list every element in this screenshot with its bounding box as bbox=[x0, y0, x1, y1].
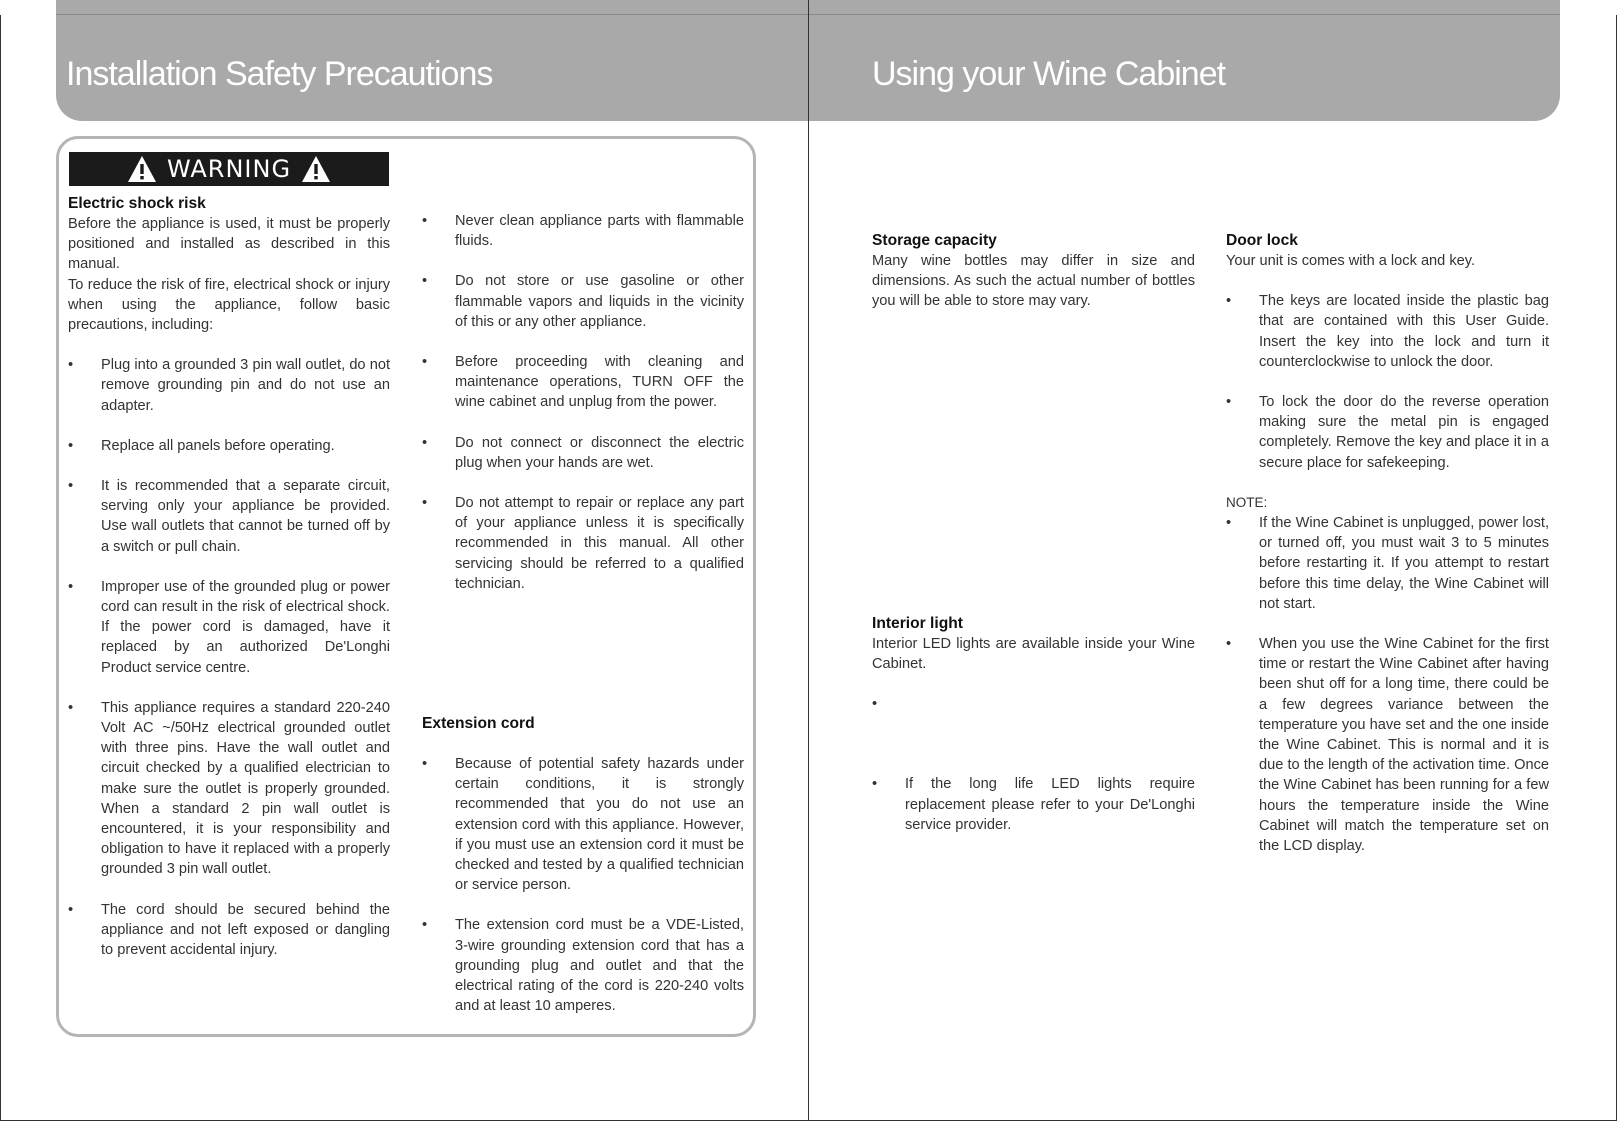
note-label: NOTE: bbox=[1226, 494, 1268, 510]
interior-light-text: Interior LED lights are available inside your Wine Cabinet. bbox=[872, 636, 1195, 673]
interior-light-section bbox=[872, 614, 1195, 835]
list-item: • Do not attempt to repair or replace any part of your appliance unless it is specifically recommended in this manual. All other servicing should be referred to a qualified technician. bbox=[422, 495, 744, 592]
bullet-icon: • bbox=[1226, 293, 1232, 310]
electric-shock-heading: Electric shock risk bbox=[68, 195, 206, 212]
bullet-icon: • bbox=[68, 357, 74, 374]
bullet-list bbox=[422, 211, 744, 594]
list-item: • Before proceeding with cleaning and maintenance operations, TURN OFF the wine cabinet and unplug from the power. bbox=[422, 354, 744, 411]
bullet-icon: • bbox=[422, 354, 428, 371]
bullet-icon: • bbox=[68, 578, 74, 595]
page-spine bbox=[808, 0, 809, 1121]
list-item: • It is recommended that a separate circuit, serving only your appliance be provided. Use wall outlets that cannot be turned off by a switch or pull chain. bbox=[68, 478, 390, 555]
list-item: • If the Wine Cabinet is unplugged, power lost, or turned off, you must wait 3 to 5 minutes before restarting it. If you attempt to restart before this time delay, the Wine Cabinet will not start. bbox=[1226, 515, 1549, 612]
bullet-list bbox=[422, 754, 744, 1016]
page-title-right: Using your Wine Cabinet bbox=[872, 55, 1226, 93]
bullet-list bbox=[1226, 513, 1549, 856]
list-item: • Improper use of the grounded plug or power cord can result in the risk of electrical shock. If the power cord is damaged, have it replaced by an authorized De'Longhi Product service centre. bbox=[68, 578, 390, 676]
extension-cord-heading: Extension cord bbox=[422, 715, 535, 732]
storage-capacity-section bbox=[872, 231, 1195, 312]
bullet-icon: • bbox=[68, 478, 74, 495]
bullet-list bbox=[872, 694, 1195, 835]
list-item: • This appliance requires a standard 220-240 Volt AC ~/50Hz electrical grounded outlet with three pins. Have the wall outlet and circuit checked by a qualified electrician to make sure the outlet is properly grounded. When a standard 2 pin wall outlet is encountered, it is your responsibility and obligation to have it replaced with a properly grounded 3 pin wall outlet. bbox=[68, 699, 390, 878]
bullet-list bbox=[1226, 291, 1549, 473]
bullet-icon: • bbox=[68, 901, 74, 918]
list-item: • Do not connect or disconnect the electric plug when your hands are wet. bbox=[422, 434, 744, 471]
bullet-icon: • bbox=[422, 495, 428, 512]
list-item: • To lock the door do the reverse operation making sure the metal pin is engaged completely. Remove the key and place it in a secure place for safekeeping. bbox=[1226, 394, 1549, 471]
bullet-icon: • bbox=[422, 756, 428, 772]
page-title-left: Installation Safety Precautions bbox=[66, 55, 493, 93]
intro-paragraph: To reduce the risk of fire, electrical shock or injury when using the appliance, follow basic precautions, including: bbox=[68, 276, 390, 334]
bullet-icon: • bbox=[1226, 515, 1232, 532]
bullet-icon: • bbox=[422, 273, 428, 290]
bullet-icon: • bbox=[872, 696, 878, 713]
intro-paragraph: Before the appliance is used, it must be properly positioned and installed as described in this manual. bbox=[68, 216, 390, 273]
list-item: • Do not store or use gasoline or other flammable vapors and liquids in the vicinity of this or any other appliance. bbox=[422, 273, 744, 330]
list-item: • Replace all panels before operating. bbox=[68, 436, 390, 456]
bullet-icon: • bbox=[1226, 636, 1232, 653]
list-item: • The extension cord must be a VDE-Listed, 3-wire grounding extension cord that has a grounding plug and outlet and that the electrical rating of the cord is 220-240 volts and at least 10 amperes. bbox=[422, 917, 744, 1015]
list-item: • When you use the Wine Cabinet for the first time or restart the Wine Cabinet after having been shut off for a long time, there could be a few degrees variance between the temperature you have set and the one inside the Wine Cabinet. This is normal and it is due to the length of the activation time. Once the Wine Cabinet has been running for a few hours the temperature inside the Wine Cabinet will match the temperature set on the LCD display. bbox=[1226, 636, 1549, 855]
list-item: • The keys are located inside the plastic bag that are contained with this User Guide. Insert the key into the lock and turn it counterclockwise to unlock the door. bbox=[1226, 293, 1549, 370]
list-item: • Because of potential safety hazards under certain conditions, it is strongly recommended that you do not use an extension cord with this appliance. However, if you must use an extension cord it must be checked and tested by a qualified technician or service person. bbox=[422, 756, 744, 894]
warning-banner bbox=[69, 152, 389, 186]
bullet-list bbox=[68, 355, 390, 960]
door-lock-section bbox=[1226, 231, 1549, 856]
bullet-icon: • bbox=[872, 776, 878, 793]
bullet-icon: • bbox=[68, 699, 74, 716]
list-item: • If the long life LED lights require replacement please refer to your De'Longhi service provider. bbox=[872, 776, 1195, 833]
list-item: • Plug into a grounded 3 pin wall outlet, do not remove grounding pin and do not use an adapter. bbox=[68, 357, 390, 414]
warning-triangle-icon bbox=[301, 155, 331, 183]
bullet-icon: • bbox=[422, 434, 428, 451]
bullet-icon: • bbox=[422, 917, 428, 934]
storage-capacity-text: Many wine bottles may differ in size and dimensions. As such the actual number of bottles you will be able to store may vary. bbox=[872, 253, 1195, 310]
warning-column-left bbox=[68, 194, 390, 960]
list-item: • Never clean appliance parts with flammable fluids. bbox=[422, 213, 744, 250]
list-item bbox=[872, 694, 1195, 714]
door-lock-heading: Door lock bbox=[1226, 232, 1298, 249]
door-lock-text: Your unit is comes with a lock and key. bbox=[1226, 253, 1476, 269]
warning-label: WARNING bbox=[166, 155, 292, 183]
list-item: • The cord should be secured behind the appliance and not left exposed or dangling to prevent accidental injury. bbox=[68, 901, 390, 959]
interior-light-heading: Interior light bbox=[872, 615, 963, 632]
bullet-icon: • bbox=[68, 437, 74, 454]
warning-column-right bbox=[422, 211, 744, 594]
warning-triangle-icon bbox=[127, 155, 157, 183]
bullet-icon: • bbox=[1226, 394, 1232, 411]
storage-capacity-heading: Storage capacity bbox=[872, 232, 997, 249]
bullet-icon: • bbox=[422, 213, 428, 229]
extension-cord-section bbox=[422, 714, 744, 1016]
